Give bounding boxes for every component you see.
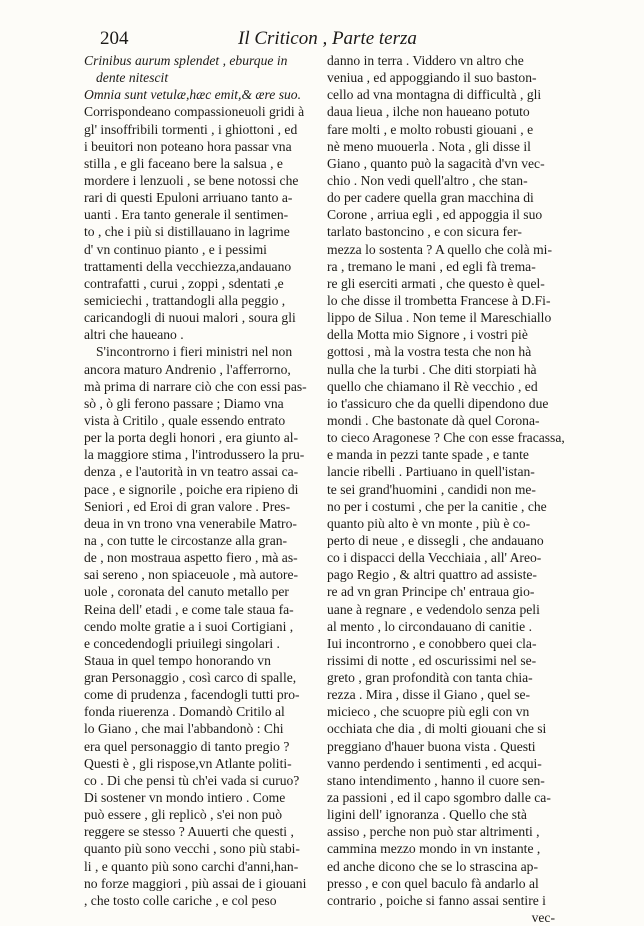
text-line: d' vn continuo pianto , e i pessimi (84, 241, 267, 257)
text-line: Omnia sunt vetulæ,hæc emit,& ære suo. (84, 87, 301, 103)
text-line: sai sereno , non spiaceuole , mà autore- (84, 567, 299, 583)
text-line: caricandogli di nuoui malori , soura gli (84, 310, 296, 326)
text-line: quello che chiamano il Rè vecchio , ed (327, 378, 538, 394)
text-line: mordere i lenzuoli , se bene notossi che (84, 172, 299, 188)
text-line: mondi . Che bastonate dà quel Corona- (327, 412, 540, 428)
text-line: de , non mostraua aspetto fiero , mà as- (84, 550, 298, 566)
text-line: e concedendogli priuilegi singolari . (84, 635, 280, 651)
text-line: uane à regnare , e vedendolo senza peli (327, 601, 540, 617)
text-line: daua lieua , ilche non haueano potuto (327, 104, 530, 120)
text-line: la maggiore stima , l'introdussero la pru- (84, 447, 305, 463)
text-line: Crinibus aurum splendet , eburque in (84, 53, 288, 68)
text-line: preggiano d'hauer buona vista . Questi (327, 738, 536, 754)
page-number: 204 (100, 28, 129, 49)
text-line: della Motta mio Signore , i vostri piè (327, 327, 528, 343)
text-line: Corone , arriua egli , ed appoggia il suo (327, 207, 543, 223)
text-line: denza , e l'autorità in vn teatro assai ca- (84, 464, 299, 480)
text-line: assiso , perche non può star altrimenti , (327, 824, 540, 840)
text-line: lo che disse il trombetta Francese à D.Fi- (327, 292, 551, 308)
catchword: vec- (531, 910, 555, 926)
text-line: ed anche dicono che se lo strascina ap- (327, 858, 538, 874)
text-line: rezza . Mira , disse il Giano , quel se- (327, 687, 531, 703)
text-line: fare molti , e molto robusti giouani , e (327, 121, 534, 137)
text-line: te sei grand'huomini , candidi non me- (327, 481, 536, 497)
text-line: re ad vn gran Principe ch' entraua gio- (327, 584, 535, 600)
text-line: ra , tremano le mani , ed egli fà trema- (327, 258, 536, 274)
text-line: nulla che la turbi . Che diti storpiati hà (327, 361, 537, 377)
text-line: ligini dell' ignoranza . Quello che stà (327, 807, 527, 823)
text-line: cammina mezzo mondo in vn instante , (327, 841, 541, 857)
text-line: stano intendimento , hanno il cuore sen- (327, 772, 545, 788)
text-line: semiciechi , trattandogli alla peggio , (84, 292, 286, 308)
text-line: rari di questi Epuloni arriuano tanto a- (84, 190, 293, 206)
text-line: lo Giano , che mai l'abbandonò : Chi (84, 721, 284, 737)
text-line: Di sostener vn mondo intiero . Come (84, 790, 286, 806)
text-line: Giano , quanto può la sagacità d'vn vec- (327, 155, 545, 171)
text-line: presso , e con quel baculo fà andarlo al (327, 875, 539, 891)
text-line: do per cadere quella gran macchina di (327, 190, 534, 206)
text-line: Seniori , ed Eroi di gran valore . Pres- (84, 498, 291, 514)
text-line: dente nitescit (96, 70, 169, 86)
text-line: e manda in pezzi tante spade , e tante (327, 447, 529, 463)
text-line: pago Regio , & altri quattro ad assiste- (327, 567, 537, 583)
text-line: na , con tutte le circostanze alla gran- (84, 532, 288, 548)
text-line: trattamenti della vecchiezza,andauano (84, 258, 292, 274)
running-title: Il Criticon , Parte terza (238, 28, 417, 49)
text-line: greto , gran profondità con tanta chia- (327, 670, 533, 686)
text-line: Corrispondeano compassioneuoli gridi à (84, 104, 305, 120)
text-line: chio . Non vedi quell'altro , che stan- (327, 172, 528, 188)
text-line: Iui incontrorno , e conobbero quei cla- (327, 635, 537, 651)
text-line: Reina dell' etadi , e come tale staua fa- (84, 601, 294, 617)
text-line: mà prima di narrare ciò che con essi pas- (84, 378, 307, 394)
text-line: , che tosto colle cariche , e col peso (84, 892, 277, 908)
text-line: za passioni , ed il capo sgombro dalle ca- (327, 790, 551, 806)
text-line: quanto più alto è vn monte , più è co- (327, 515, 531, 531)
text-line: gran Personaggio , così carco di spalle, (84, 670, 297, 686)
text-line: vista à Critilo , quale essendo entrato (84, 412, 286, 428)
text-line: lancie ribelli . Partiuano in quell'istan- (327, 464, 535, 480)
text-line: al mento , lo circondauano di canitie . (327, 618, 532, 634)
text-line: occhiata che dia , di molti giouani che si (327, 721, 547, 737)
text-line: può essere , gli replicò , s'ei non può (84, 807, 283, 823)
text-line: co i dispacci della Vecchiaia , all' Areo- (327, 550, 542, 566)
text-line: micieco , che scuopre più egli con vn (327, 704, 530, 720)
text-line: ancora maturo Andrenio , l'afferrorno, (84, 361, 291, 377)
text-line: re gli eserciti armati , che questo è quel- (327, 275, 545, 291)
text-line: altri che haueano . (84, 327, 184, 343)
page-header (100, 28, 590, 54)
text-line: nè meno muouerla . Nota , gli disse il (327, 138, 531, 154)
text-line: cendo molte gratie a i suoi Cortigiani , (84, 618, 294, 634)
text-line: stilla , e gli faceano bere la salsua , e (84, 155, 283, 171)
left-text-column (84, 52, 312, 909)
text-line: pace , e signorile , poiche era ripieno di (84, 481, 299, 497)
text-line: i beuitori non poteano hora passar vna (84, 138, 292, 154)
text-line: danno in terra . Viddero vn altro che (327, 53, 524, 68)
text-line: rissimi di notte , ed oscurissimi nel se- (327, 652, 537, 668)
text-line: cello ad vna montagna di difficultà , gli (327, 87, 542, 103)
text-line: contrafatti , curui , zoppi , sdentati ,e (84, 275, 284, 291)
right-text-column (327, 52, 565, 926)
text-line: contrario , poiche si fanno assai sentire i (327, 892, 546, 908)
text-line: quanto più sono vecchi , sono più stabi- (84, 841, 300, 857)
text-line: io t'assicuro che da quelli dipendono due (327, 395, 549, 411)
text-line: tarlato bastoncino , e con sicura fer- (327, 224, 522, 240)
text-line: era quel personaggio di tanto pregio ? (84, 738, 290, 754)
text-line: per la porta degli honori , era giunto al- (84, 430, 299, 446)
text-line: veniua , ed appoggiando il suo baston- (327, 70, 537, 86)
text-line: co . Di che pensi tù ch'ei vada si curuo? (84, 772, 300, 788)
text-line: li , e quanto più sono carchi d'anni,han- (84, 858, 299, 874)
text-line: Questi è , gli rispose,vn Atlante politi- (84, 755, 292, 771)
text-line: S'incontrorno i fieri ministri nel non (96, 344, 293, 360)
text-line: come di prudenza , facendogli tutti pro- (84, 687, 300, 703)
text-line: fonda riuerenza . Domandò Critilo al (84, 704, 285, 720)
text-line: vanno perdendo i sentimenti , ed acqui- (327, 755, 542, 771)
text-line: no forze maggiori , più assai de i giouani (84, 875, 307, 891)
text-line: uanti . Era tanto generale il sentimen- (84, 207, 289, 223)
text-line: gottosi , mà la vostra testa che non hà (327, 344, 532, 360)
text-line: deua in vn trono vna venerabile Matro- (84, 515, 297, 531)
text-line: reggere se stesso ? Auuerti che questi , (84, 824, 294, 840)
text-line: perto di neue , e dissegli , che andauano (327, 532, 544, 548)
text-line: uole , coronata del canuto metallo per (84, 584, 289, 600)
text-line: gl' insoffribili tormenti , i ghiottoni , ed (84, 121, 298, 137)
text-line: sò , ò gli ferono passare ; Diamo vna (84, 395, 284, 411)
text-line: mezza lo sostenta ? A quello che colà mi- (327, 241, 552, 257)
text-line: no per i costumi , che per la canitie , che (327, 498, 547, 514)
text-line: to , che i più si distillauano in lagrime (84, 224, 290, 240)
text-line: lippo de Silua . Non teme il Mareschiallo (327, 310, 552, 326)
text-line: Staua in quel tempo honorando vn (84, 652, 271, 668)
text-line: to cieco Aragonese ? Che con esse fracassa, (327, 430, 565, 446)
